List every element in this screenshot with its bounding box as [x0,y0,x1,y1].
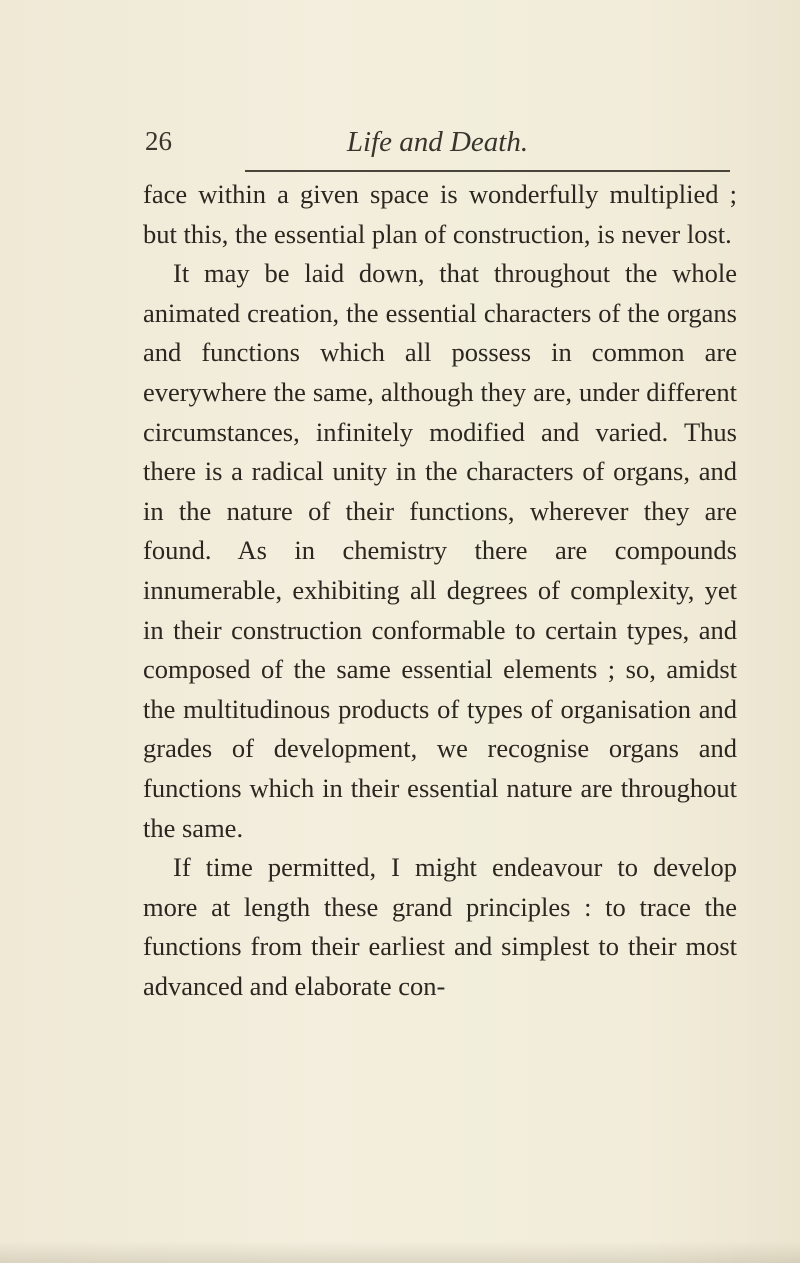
body-text [143,175,737,1006]
header-rule [245,170,730,172]
page-number: 26 [145,126,172,156]
page-edge-shadow [0,1241,800,1263]
paragraph: If time permitted, I might endeavour to develop more at length these grand principles : to trace the functions from their earliest and simplest to their most advanced and elaborate con- [143,852,737,1001]
paragraph: It may be laid down, that throughout the whole animated creation, the essential characters of the organs and functions which all possess in common are everywhere the same, although they are, under different circumstances, infinitely modified and varied. Thus there is a radical unity in the characters of organs, and in the nature of their functions, wherever they are found. As in chemistry there are compounds innumerable, exhibiting all degrees of complexity, yet in their construction conformable to certain types, and composed of the same essential elements ; so, amidst the multitudinous products of types of organisation and grades of development, we recognise organs and functions which in their essential nature are throughout the same. [143,258,737,843]
running-head [145,126,730,166]
running-title: Life and Death. [346,126,529,158]
paragraph: face within a given space is wonderfully multiplied ; but this, the essential plan of construction, is never lost. [143,179,737,249]
